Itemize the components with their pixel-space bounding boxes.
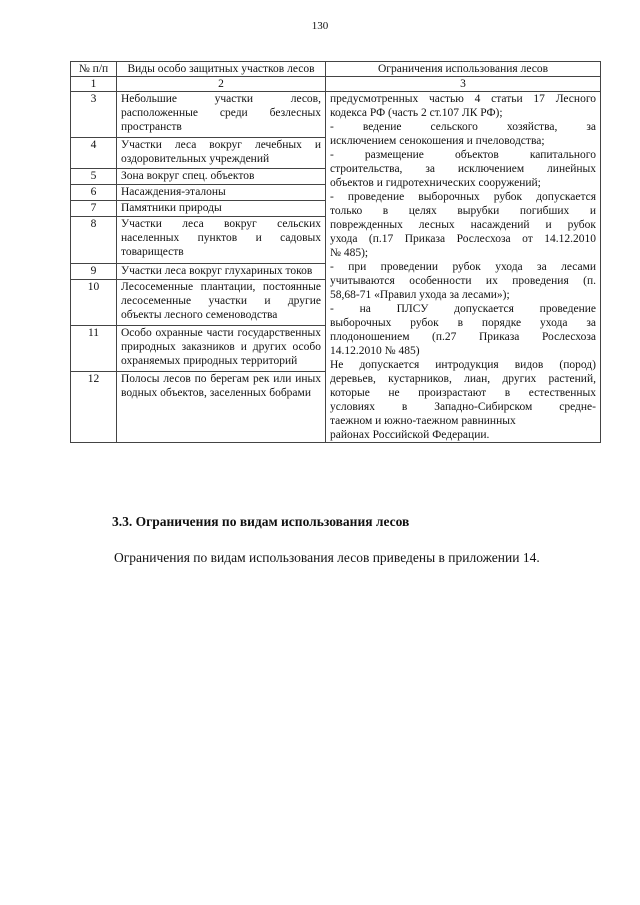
restriction-line: - размещение объектов капитального [330,149,596,161]
restriction-line: - ведение сельского хозяйства, за [330,121,596,133]
row-type: Участки леса вокруг глухариных токов [117,263,326,279]
restriction-line: ухода (п.17 Приказа Рослесхоза от 14.12.2010 [330,233,596,245]
header-type: Виды особо защитных участков лесов [117,62,326,77]
restriction-line: Не допускается интродукция видов (пород) [330,359,596,371]
row-number: 11 [71,325,117,371]
restriction-line: плодоношением (п.27 Приказа Рослесхоза [330,331,596,343]
restriction-line: строительства, за исключением линейных [330,163,596,175]
row-type: Полосы лесов по берегам рек или иных водных объектов, заселенных бобрами [117,372,326,443]
restriction-line: предусмотренных частью 4 статьи 17 Лесного [330,93,596,105]
restriction-line: объектов и гидротехнических сооружений; [330,177,541,189]
restriction-line: только в целях вырубки погибших и [330,205,596,217]
row-number: 9 [71,263,117,279]
table-header-row [71,62,601,77]
restriction-line: условиях в Западно-Сибирском средне- [330,401,596,413]
row-number: 4 [71,138,117,169]
restriction-line: № 485); [330,247,369,259]
restriction-line: таежном и южно-таежном равнинных [330,415,516,427]
restriction-line: районах Российской Федерации. [330,429,490,441]
restriction-line: 58,68-71 «Правил ухода за лесами»); [330,289,510,301]
section-heading: 3.3. Ограничения по видам использования лесов [112,514,410,529]
row-number: 8 [71,217,117,263]
row-number: 6 [71,185,117,201]
restriction-line: - на ПЛСУ допускается проведение [330,303,596,315]
row-type: Зона вокруг спец. объектов [117,169,326,185]
table-row [71,92,601,138]
column-number: 3 [326,77,601,92]
row-type: Участки леса вокруг сельских населенных пунктов и садовых товариществ [117,217,326,263]
restriction-line: 14.12.2010 № 485) [330,345,420,357]
row-type: Памятники природы [117,201,326,217]
column-number-row [71,77,601,92]
row-number: 3 [71,92,117,138]
restriction-line: - при проведении рубок ухода за лесами [330,261,596,273]
restriction-line: учитываются особенности их проведения (п. [330,275,596,287]
restriction-cell [326,92,601,443]
restriction-line: которые не произрастают в естественных [330,387,596,399]
row-type: Особо охранные части государственных природных заказников и других особо охраняемых природных территорий [117,325,326,371]
header-num: № п/п [71,62,117,77]
header-restriction: Ограничения использования лесов [326,62,601,77]
page-number: 130 [311,20,329,32]
row-number: 10 [71,279,117,325]
section-paragraph: Ограничения по видам использования лесов приведены в приложении 14. [114,550,540,565]
restriction-line: исключением сенокошения и пчеловодства; [330,135,545,147]
row-number: 5 [71,169,117,185]
restriction-line: деревьев, кустарников, лиан, других растений, [330,373,596,385]
row-number: 12 [71,372,117,443]
row-number: 7 [71,201,117,217]
restriction-line: кодекса РФ (часть 2 ст.107 ЛК РФ); [330,107,503,119]
forest-restrictions-table [70,61,601,443]
row-type: Участки леса вокруг лечебных и оздоровительных учреждений [117,138,326,169]
column-number: 1 [71,77,117,92]
restriction-line: выборочных рубок в порядке ухода за [330,317,596,329]
restriction-line: поврежденных лесных насаждений и рубок [330,219,596,231]
row-type: Небольшие участки лесов, расположенные среди безлесных пространств [117,92,326,138]
column-number: 2 [117,77,326,92]
restriction-line: - проведение выборочных рубок допускается [330,191,596,203]
row-type: Насаждения-эталоны [117,185,326,201]
row-type: Лесосеменные плантации, постоянные лесосеменные участки и другие объекты лесного семеноводства [117,279,326,325]
